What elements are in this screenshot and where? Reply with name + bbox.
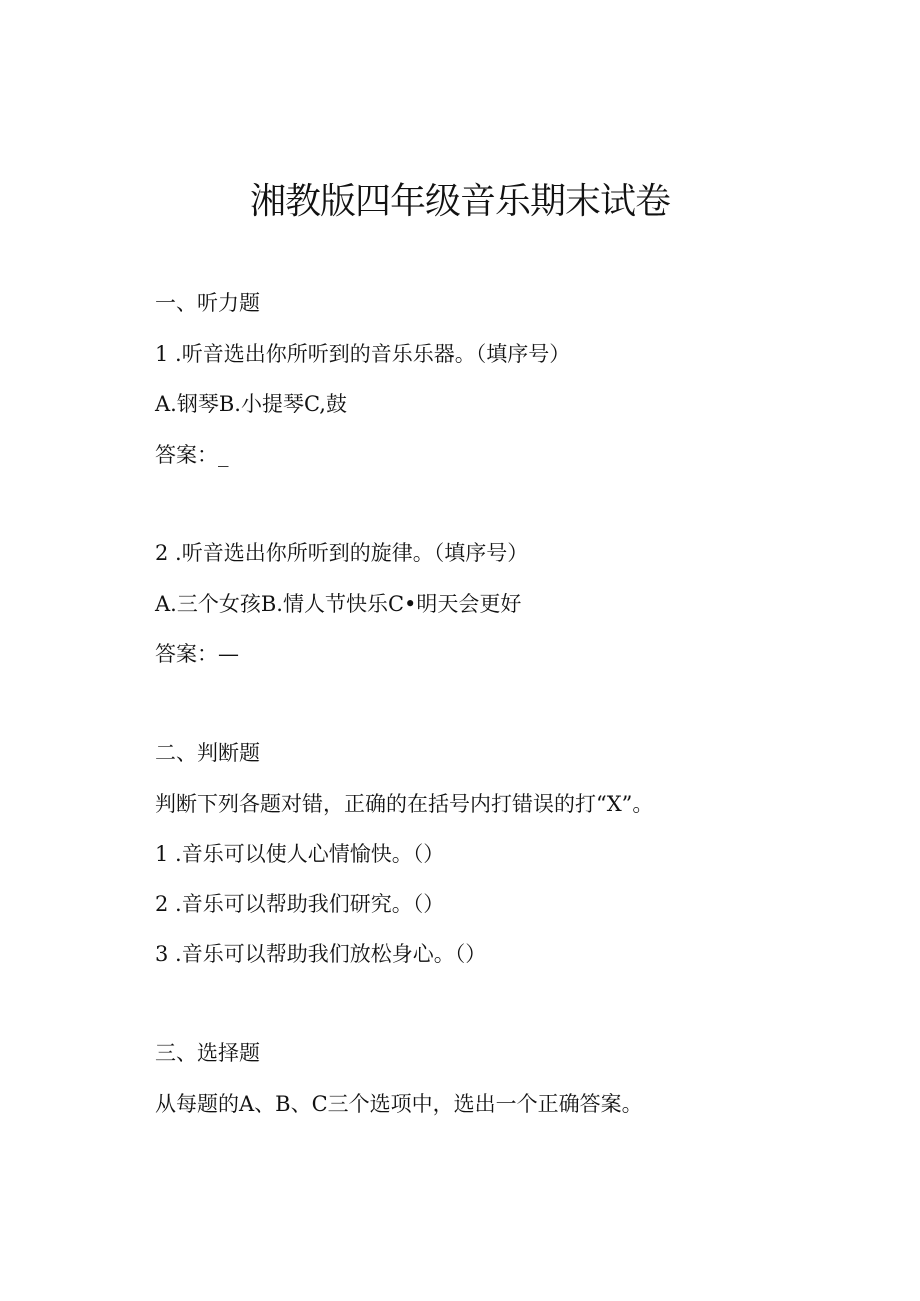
question-options: A.钢琴B.小提琴C,鼓: [155, 392, 347, 416]
section-instructions: 从每题的A、B、C三个选项中，选出一个正确答案。: [155, 1092, 643, 1116]
statement-item: 1 .音乐可以使人心情愉快。（）: [155, 842, 445, 866]
question-text: 2 .听音选出你所听到的旋律。（填序号）: [155, 541, 529, 565]
statement-item: 3 .音乐可以帮助我们放松身心。（）: [155, 942, 487, 966]
statement-item: 2 .音乐可以帮助我们研究。（）: [155, 892, 445, 916]
answer-line: 答案：—: [155, 642, 239, 666]
section-heading: 二、判断题: [155, 741, 260, 765]
answer-line: 答案：_: [155, 443, 229, 467]
section-heading: 一、听力题: [155, 291, 260, 315]
document-title: 湘教版四年级音乐期末试卷: [249, 181, 670, 222]
section-heading: 三、选择题: [155, 1041, 260, 1065]
question-text: 1 .听音选出你所听到的音乐乐器。（填序号）: [155, 342, 571, 366]
section-instructions: 判断下列各题对错，正确的在括号内打错误的打“X”。: [155, 792, 654, 816]
question-options: A.三个女孩B.情人节快乐C•明天会更好: [155, 592, 522, 616]
